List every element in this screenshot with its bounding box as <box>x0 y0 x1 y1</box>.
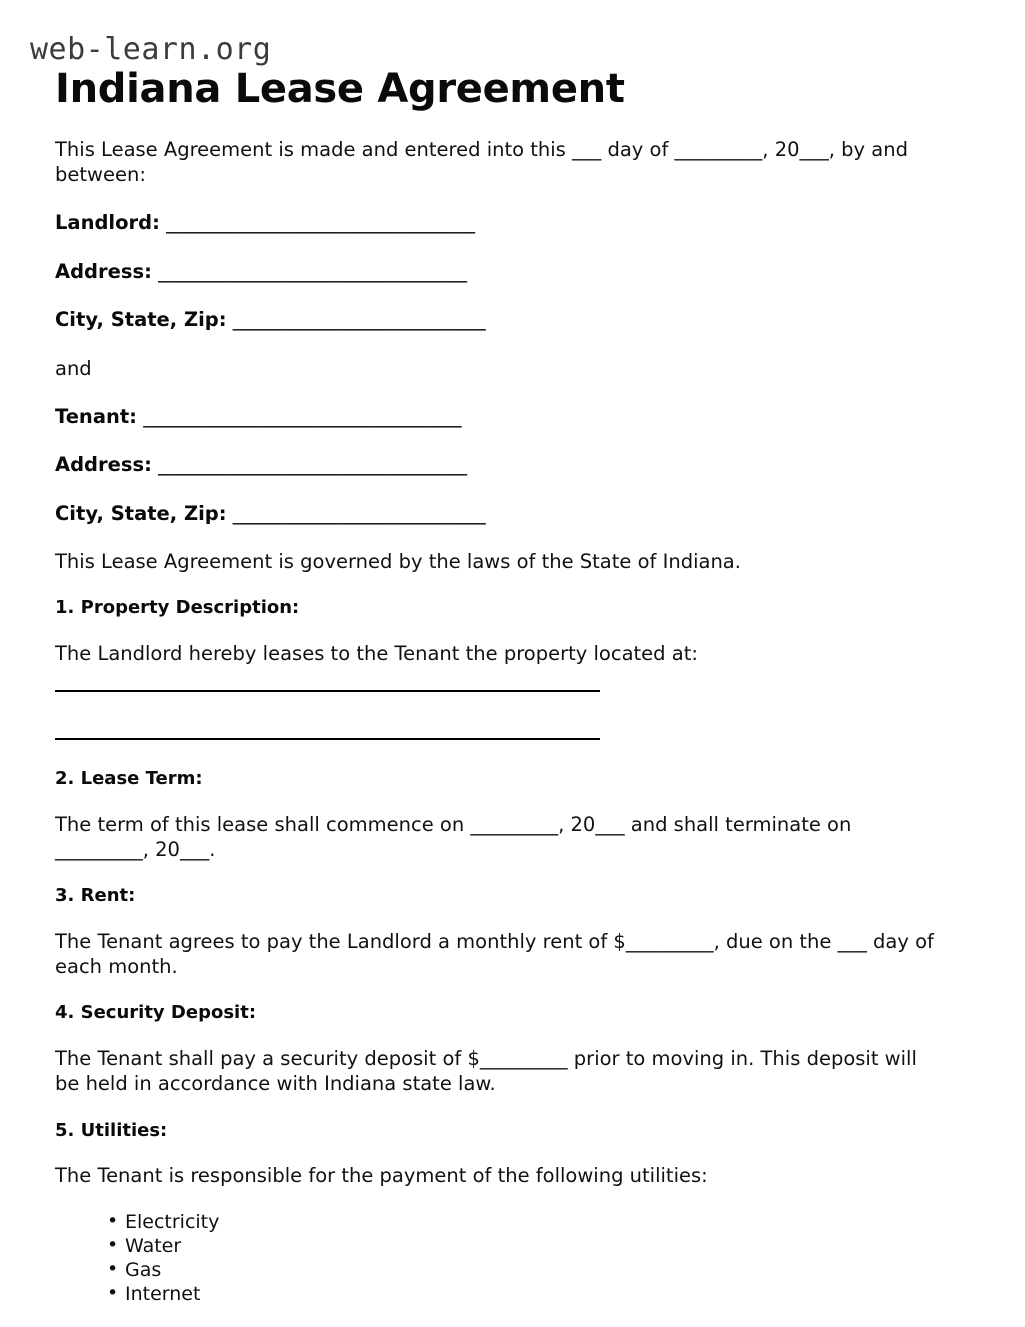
section-body-security-deposit: The Tenant shall pay a security deposit of $_________ prior to moving in. This deposit will be held in accordance with Indiana state law. <box>55 1046 917 1096</box>
section-body-lease-term: The term of this lease shall commence on _________, 20___ and shall terminate on _________, 20___. <box>55 812 852 861</box>
property-blank-line-1[interactable] <box>55 690 600 692</box>
list-item: • Water <box>107 1235 945 1259</box>
page-title: Indiana Lease Agreement <box>55 65 625 112</box>
field-blank[interactable]: _________________________________ <box>158 259 467 283</box>
list-item: • Internet <box>107 1283 945 1307</box>
field-label: Address: <box>55 259 152 283</box>
list-item: • Electricity <box>107 1211 945 1235</box>
field-blank[interactable]: ___________________________ <box>232 501 486 525</box>
field-label: Tenant: <box>55 404 137 428</box>
section-body-utilities: The Tenant is responsible for the payment of the following utilities: <box>55 1164 708 1188</box>
field-tenant-address <box>55 452 945 477</box>
section-heading-utilities: 5. Utilities: <box>55 1119 168 1141</box>
field-label: Landlord: <box>55 211 160 235</box>
field-tenant-name <box>55 404 945 429</box>
section-body-rent: The Tenant agrees to pay the Landlord a monthly rent of $_________, due on the ___ day of each month. <box>55 929 934 979</box>
section-heading-rent: 3. Rent: <box>55 885 136 907</box>
list-item: • Gas <box>107 1259 945 1283</box>
field-blank[interactable]: __________________________________ <box>143 404 462 428</box>
intro-paragraph: This Lease Agreement is made and entered into this ___ day of _________, 20___, by and between: <box>55 137 908 187</box>
property-blank-line-2[interactable] <box>55 738 600 740</box>
section-body-property-description: The Landlord hereby leases to the Tenant the property located at: <box>55 641 698 665</box>
section-heading-security-deposit: 4. Security Deposit: <box>55 1002 257 1024</box>
field-landlord-name <box>55 210 945 235</box>
field-landlord-address <box>55 259 945 284</box>
field-blank[interactable]: _________________________________ <box>166 211 475 235</box>
site-brand-text: web-learn.org <box>30 32 272 67</box>
utilities-list <box>55 1211 945 1307</box>
field-label: City, State, Zip: <box>55 308 227 332</box>
field-tenant-city-state-zip <box>55 501 945 526</box>
conjunction-and: and <box>55 356 92 380</box>
field-label: Address: <box>55 453 152 477</box>
section-heading-property-description: 1. Property Description: <box>55 597 300 619</box>
field-label: City, State, Zip: <box>55 501 227 525</box>
site-brand <box>30 32 945 66</box>
field-blank[interactable]: ___________________________ <box>232 308 486 332</box>
section-heading-lease-term: 2. Lease Term: <box>55 768 203 790</box>
field-blank[interactable]: _________________________________ <box>158 453 467 477</box>
governing-law-paragraph: This Lease Agreement is governed by the laws of the State of Indiana. <box>55 549 741 573</box>
field-landlord-city-state-zip <box>55 307 945 332</box>
